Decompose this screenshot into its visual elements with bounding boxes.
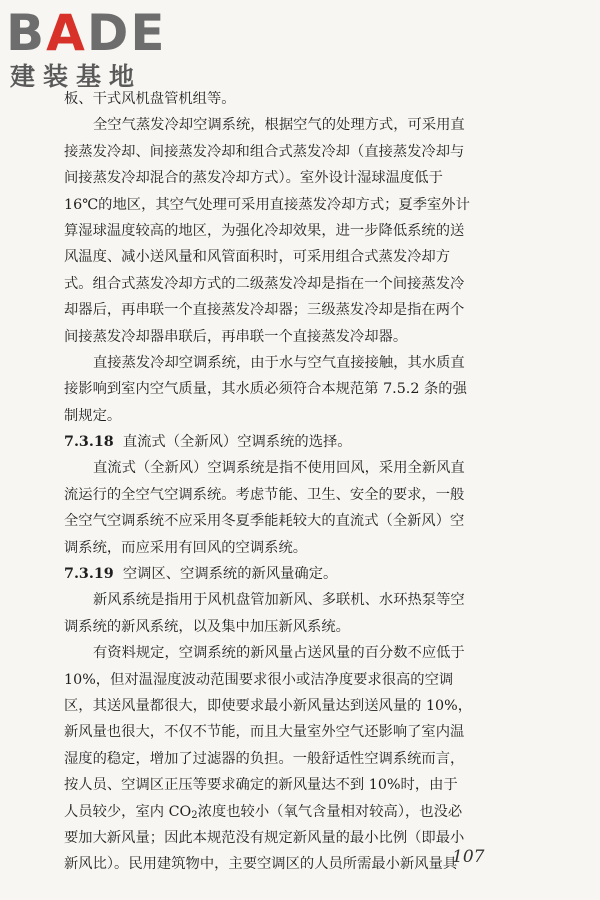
text-line: 风温度、减小送风量和风管面积时，可采用组合式蒸发冷却方 [64,249,451,266]
section-title: 直流式（全新风）空调系统的选择。 [122,434,352,451]
section-number: 7.3.18 [64,434,114,451]
text-line [64,799,534,825]
text-line: 新风系统是指用于风机盘管加新风、多联机、水环热泵等空 [93,592,465,609]
text-line: 算湿球温度较高的地区，为强化冷却效果，进一步降低系统的送 [64,222,465,239]
text-line: 流运行的全空气空调系统。考虑节能、卫生、安全的要求，一般 [64,486,465,503]
logo-subtitle: 建装基地 [10,62,143,91]
text-line: 16℃的地区，其空气处理可采用直接蒸发冷却方式；夏季室外计 [64,196,470,213]
text-line: 间接蒸发冷却器串联后，再串联一个直接蒸发冷却器。 [64,328,408,345]
text-line: 全空气空调系统不应采用冬夏季能耗较大的直流式（全新风）空 [64,513,465,530]
text-line: 间接蒸发冷却混合的蒸发冷却方式）。室外设计湿球温度低于 [64,170,443,187]
subscript: 2 [191,809,198,821]
text-line: 按人员、空调区正压等要求确定的新风量达不到 10%时，由于 [64,777,458,794]
section-heading [64,561,534,587]
text-line: 新风量也很大，不仅不节能，而且大量室外空气还影响了室内温 [64,724,465,741]
text-line: 湿度的稳定，增加了过滤器的负担。一般舒适性空调系统而言， [64,750,465,767]
text-line: 制规定。 [64,407,122,424]
section-heading [64,429,534,455]
text-line: 新风比）。民用建筑物中，主要空调区的人员所需最小新风量具 [64,856,458,873]
text-line: 调系统的新风系统，以及集中加压新风系统。 [64,618,350,635]
text-fragment: 浓度也较小（氧气含量相对较高），也没必 [197,803,463,820]
page-body [64,86,534,878]
text-line: 区，其送风量都很大，即使要求最小新风量达到送风量的 10%， [64,697,473,714]
text-fragment: 人员较少，室内 CO [64,803,192,820]
section-number: 7.3.19 [64,566,114,583]
text-line: 板、干式风机盘管机组等。 [64,91,236,107]
text-line: 却器后，再串联一个直接蒸发冷却器；三级蒸发冷却是指在两个 [64,302,465,319]
section-title: 空调区、空调系统的新风量确定。 [122,566,338,583]
text-line: 调系统，而应采用有回风的空调系统。 [64,539,308,556]
text-line: 接蒸发冷却、间接蒸发冷却和组合式蒸发冷却（直接蒸发冷却与 [64,143,465,160]
logo-wordmark: BADE [6,4,167,62]
text-line: 要加大新风量；因此本规范没有规定新风量的最小比例（即最小 [64,829,465,846]
text-line: 直流式（全新风）空调系统是指不使用回风，采用全新风直 [93,460,465,477]
text-line: 10%，但对温湿度波动范围要求很小或洁净度要求很高的空调 [64,671,454,688]
text-line: 直接蒸发冷却空调系统，由于水与空气直接接触，其水质直 [93,354,465,371]
text-line: 有资料规定，空调系统的新风量占送风量的百分数不应低于 [93,645,465,662]
page-number: 107 [452,847,485,867]
text-line: 接影响到室内空气质量，其水质必须符合本规范第 7.5.2 条的强 [64,381,467,398]
text-line: 全空气蒸发冷却空调系统，根据空气的处理方式，可采用直 [93,117,465,134]
text-line: 式。组合式蒸发冷却方式的二级蒸发冷却是指在一个间接蒸发冷 [64,275,465,292]
